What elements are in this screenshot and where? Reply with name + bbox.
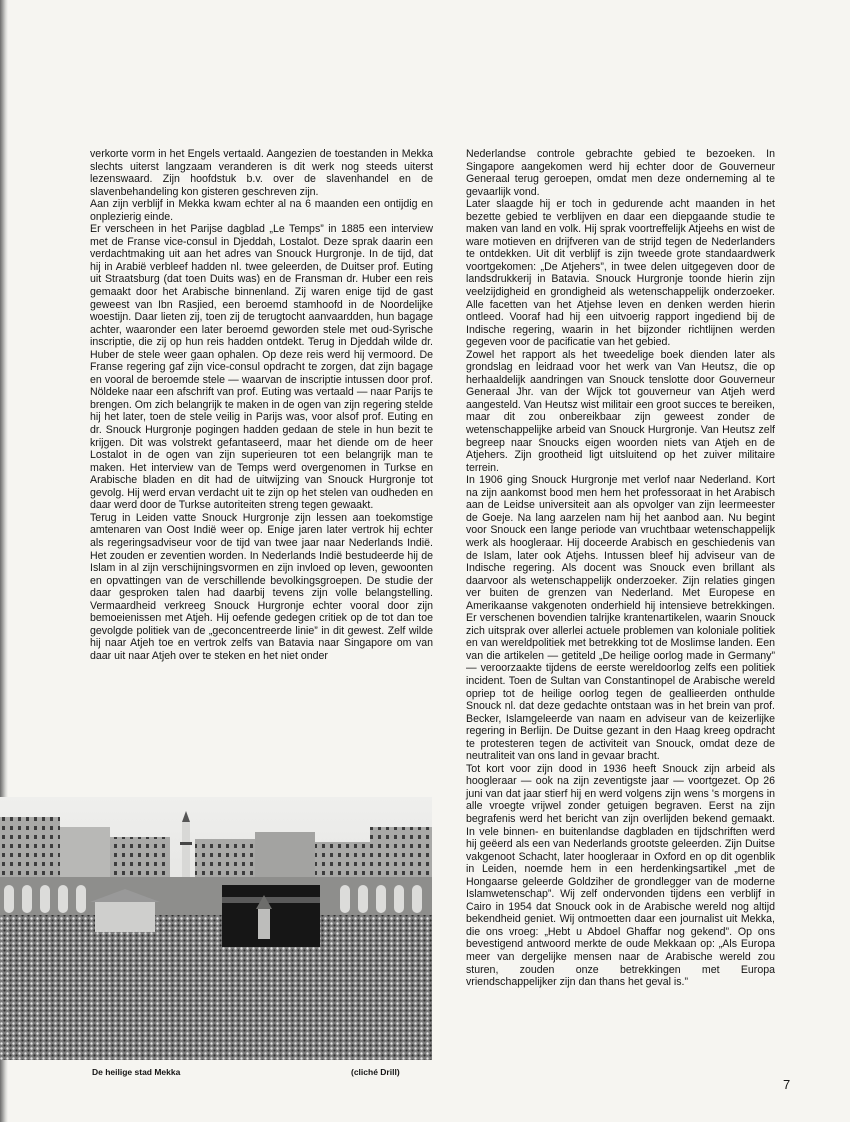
photo-caption: De heilige stad Mekka [92, 1067, 181, 1077]
mecca-photo [0, 797, 432, 1060]
paragraph: Terug in Leiden vatte Snouck Hurgronje zijn lessen aan toekomstige amtenaren van Oost Indië weer op. Enige jaren later vertrok hij echter als regeringsadviseur voor de tijd van twee jaar naar Nederlands Indië. Het zouden er zeventien worden. In Nederlands Indië bestudeerde hij de Islam in al zijn verschijningsvormen en zijn invloed op leven, gewoonten en opvattingen van de verschillende bevolkingsgroepen. De studie der daar gesproken talen had daarbij tevens zijn volle belangstelling. Vermaardheid verkreeg Snouck Hurgronje echter vooral door zijn bemoeienissen met Atjeh. Hij oefende gedegen critiek op de tot dan toe gevolgde politiek van de „geconcentreerde linie” in dit gewest. Zelf wilde hij naar Atjeh toe en vertrok zelfs van Batavia naar Singapore om van daar uit naar Atjeh over te steken en het niet onder [90, 511, 433, 662]
right-text-column [466, 148, 775, 989]
paragraph: In 1906 ging Snouck Hurgronje met verlof naar Nederland. Kort na zijn aankomst bood men hem het professoraat in het Arabisch aan de Leidse universiteit aan als opvolger van zijn leermeester de Goeje. Na lang aarzelen nam hij het aanbod aan. Nu begint voor Snouck een lange periode van vruchtbaar wetenschappelijk werk als hoogleraar. Hij doceerde Arabisch en geschiedenis van de Islam, later ook Atjehs. Intussen bleef hij adviseur van de Indische regering. Als docent was Snouck even brillant als daarvoor als wetenschappelijk onderzoeker. Zijn relaties gingen ver buiten de grenzen van Nederland. Met Europese en Amerikaanse vakgenoten onderhield hij intensieve betrekkingen. Er verschenen bovendien talrijke krantenartikelen, waarin Snouck zich uitsprak over allerlei actuele problemen van koloniale politiek en van wereldpolitiek met betrekking tot de Moslimse landen. Een van die artikelen — getiteld „De heilige oorlog made in Germany” — veroorzaakte tijdens de eerste wereldoorlog zelfs een politiek incident. Toen de Sultan van Constantinopel de Arabische wereld opriep tot de heilige oorlog tegen de geallieerden onthulde Snouck nl. dat deze gedachte ontstaan was in het brein van prof. Becker, Islamgeleerde van naam en adviseur van de keizerlijke regering in Berlijn. De Duitse gezant in den Haag kreeg opdracht te protesteren tegen de activiteit van Snouck, omdat deze de neutraliteit van ons land in gevaar bracht. [466, 474, 775, 763]
paragraph: Nederlandse controle gebrachte gebied te bezoeken. In Singapore aangekomen werd hij echter door de Gouverneur Generaal terug geroepen, omdat men deze onderneming al te gevaarlijk vond. [466, 148, 775, 198]
left-text-column [90, 148, 433, 662]
paragraph: Later slaagde hij er toch in gedurende acht maanden in het bezette gebied te verblijven en daar een diepgaande studie te maken van land en volk. Hij sprak voortreffelijk Atjeehs en wist de ware motieven en drijfveren van de strijd tegen de Nederlanders te ontdekken. Uit dit verblijf is zijn tweede grote standaardwerk voortgekomen: „De Atjehers”, in twee delen uitgegeven door de landsdrukkerij in Batavia. Snouck Hurgronje toonde hierin zijn veelzijdigheid en grondigheid als wetenschappelijk onderzoeker. Alle facetten van het Atjehse leven en denken werden hierin ontleed. Vooraf had hij een uitvoerig rapport ingediend bij de Indische regering, waarin in het bijzonder richtlijnen werden gegeven voor de pacificatie van het gebied. [466, 198, 775, 349]
paragraph: Er verscheen in het Parijse dagblad „Le Temps” in 1885 een interview met de Franse vice-consul in Djeddah, Lostalot. Deze sprak daarin een verdachtmaking uit aan het adres van Snouck Hurgronje. In de tijd, dat hij in Arabië verbleef hadden nl. twee geleerden, de Duitser prof. Euting uit Straatsburg (dat toen Duits was) en de Fransman dr. Huber een reis gemaakt door het Arabische binnenland. Zij waren enige tijd de gast geweest van Ibn Rasjied, een beroemd stamhoofd in de Noordelijke woestijn. Daar lieten zij, toen zij de terugtocht aanvaardden, hun bagage achter, waaronder een later beroemd geworden stele met oud-Syrische inscriptie, die zij op hun reis hadden ontdekt. Terug in Djeddah wilde dr. Huber de stele weer gaan ophalen. Op deze reis werd hij vermoord. De Franse regering gaf zijn vice-consul opdracht te zorgen, dat zijn bagage en vooral de beroemde stele — waarvan de inscriptie intussen door prof. Nöldeke naar een afschrift van prof. Euting was vertaald — naar Parijs te brengen. Om zich belangrijk te maken in de ogen van zijn regering stelde hij het later, toen de stele veilig in Parijs was, voor alsof prof. Euting en dr. Snouck Hurgronje pogingen hadden gedaan de stele in hun bezit te krijgen. Dit was volstrekt gefantaseerd, maar het diende om de heer Lostalot in de ogen van zijn superieuren tot een belangrijk man te maken. Het interview van de Temps werd overgenomen in Turkse en Arabische bladen en dit had de uitwijzing van Snouck Hurgronje tot gevolg. Hij werd ervan verdacht uit te zijn op het stelen van oudheden en daar werd door de Turkse autoriteiten streng tegen gewaakt. [90, 223, 433, 512]
paragraph: Tot kort voor zijn dood in 1936 heeft Snouck zijn arbeid als hoogleraar — ook na zijn zeventigste jaar — voortgezet. Op 26 juni van dat jaar stierf hij en werd volgens zijn wens 's morgens in alle vroegte vrijwel zonder getuigen begraven. Eerst na zijn begrafenis werd het bericht van zijn overlijden bekend gemaakt. In vele binnen- en buitenlandse dagbladen en tijdschriften werd hij geëerd als een van Nederlands grootste geleerden. Zijn Duitse vakgenoot Schacht, later hoogleraar in Oxford en op dit ogenblik in Leiden, noemde hem in een herdenkingsartikel „met de Hongaarse geleerde Goldziher de grondlegger van de moderne Islamwetenschap”. Wij zelf ondervonden tijdens een verblijf in Cairo in 1954 dat Snouck ook in de Arabische wereld nog altijd bekendheid geniet. Wij ontmoetten daar een journalist uit Mekka, die ons vroeg: „Hebt u Abdoel Ghaffar nog gekend”. Op ons bevestigend antwoord merkte de oude Mekkaan op: „Als Europa meer van dergelijke mensen naar de Arabische wereld zou sturen, zouden onze betrekkingen met Europa vriendschappelijker zijn dan thans het geval is.” [466, 762, 775, 989]
paragraph: verkorte vorm in het Engels vertaald. Aangezien de toestanden in Mekka slechts uiterst langzaam veranderen is dit werk nog steeds uiterst lezenswaard. Zijn hoofdstuk b.v. over de slavenhandel en de slavenbehandeling kon gisteren geschreven zijn. [90, 148, 433, 198]
page-number: 7 [783, 1077, 791, 1092]
paragraph: Zowel het rapport als het tweedelige boek dienden later als grondslag en leidraad voor het werk van Van Heutsz, die op herhaaldelijk aandringen van Snouck tenslotte door Gouverneur Generaal Jhr. van der Wijck tot gouverneur van Atjeh werd aangesteld. Van Heutsz wist militair een groot succes te bereiken, maar dit zou onbereikbaar zijn geweest zonder de wetenschappelijke arbeid van Snouck Hurgronje. Van Heutsz zelf begreep naar Snoucks eigen woorden niets van Atjeh en de Atjehers. Zijn grootheid ligt uitsluitend op het zuiver militaire terrein. [466, 348, 775, 474]
photo-credit: (cliché Drill) [351, 1067, 400, 1077]
paragraph: Aan zijn verblijf in Mekka kwam echter al na 6 maanden een ontijdig en onplezierig einde. [90, 198, 433, 223]
